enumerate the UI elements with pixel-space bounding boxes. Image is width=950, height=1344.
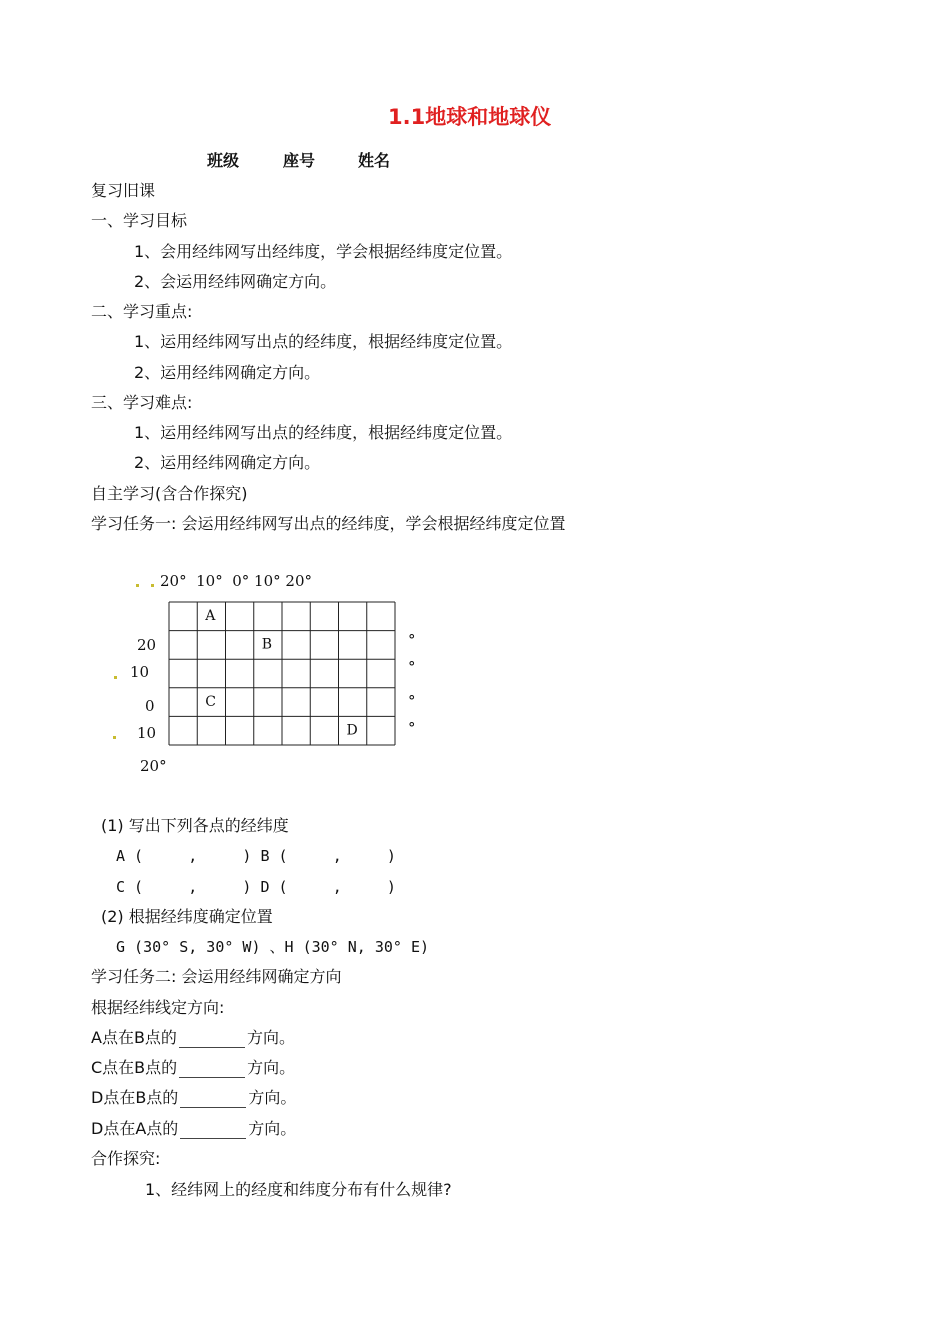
lat-long-grid — [168, 601, 396, 746]
direction-question-suffix: 方向。 — [248, 1088, 297, 1107]
question1-answer-line-ab: A ( , ) B ( , ) — [116, 847, 396, 865]
cooperative-inquiry-heading: 合作探究: — [91, 1149, 161, 1168]
direction-question — [91, 1119, 296, 1139]
name-field-label: 姓名 — [358, 151, 391, 170]
degree-mark: ° — [408, 658, 416, 676]
task2-heading: 学习任务二: 会运用经纬网确定方向 — [91, 967, 342, 986]
marker-dot — [151, 584, 154, 587]
latitude-label: 0 — [145, 697, 155, 715]
answer-blank[interactable] — [179, 1031, 245, 1048]
class-field-label: 班级 — [207, 151, 240, 170]
question1-heading: (1) 写出下列各点的经纬度 — [101, 816, 289, 835]
direction-question-suffix: 方向。 — [247, 1058, 296, 1077]
task1-heading: 学习任务一: 会运用经纬网写出点的经纬度，学会根据经纬度定位置 — [91, 514, 566, 533]
section-heading-objectives: 一、学习目标 — [91, 211, 188, 230]
latitude-label: 20° — [140, 757, 167, 775]
objective-item-2: 2、会运用经纬网确定方向。 — [134, 272, 337, 291]
question2-coordinates: G (30° S, 30° W) 、H (30° N, 30° E) — [116, 938, 430, 956]
answer-blank[interactable] — [180, 1091, 246, 1108]
answer-blank[interactable] — [180, 1122, 246, 1139]
longitude-labels: 20° 10° 0° 10° 20° — [160, 572, 312, 590]
answer-blank[interactable] — [179, 1061, 245, 1078]
grid-point-b: B — [261, 636, 273, 653]
question2-heading: (2) 根据经纬度确定位置 — [101, 907, 273, 926]
grid-point-c: C — [205, 693, 216, 710]
grid-point-a: A — [205, 608, 216, 624]
self-study-heading: 自主学习(含合作探究) — [91, 484, 248, 503]
latitude-label: 10 — [130, 663, 150, 681]
grid-point-d: D — [346, 722, 358, 739]
direction-intro: 根据经纬线定方向: — [91, 998, 225, 1017]
objective-item-1: 1、会用经纬网写出经纬度，学会根据经纬度定位置。 — [134, 242, 513, 261]
question1-answer-line-cd: C ( , ) D ( , ) — [116, 878, 396, 896]
review-heading: 复习旧课 — [91, 181, 156, 200]
key-point-item-2: 2、运用经纬网确定方向。 — [134, 363, 321, 382]
difficulty-item-1: 1、运用经纬网写出点的经纬度，根据经纬度定位置。 — [134, 423, 513, 442]
direction-question-prefix: D点在B点的 — [91, 1088, 179, 1107]
key-point-item-1: 1、运用经纬网写出点的经纬度，根据经纬度定位置。 — [134, 332, 513, 351]
seat-number-field-label: 座号 — [283, 151, 316, 170]
marker-dot — [136, 584, 139, 587]
direction-question-prefix: C点在B点的 — [91, 1058, 178, 1077]
degree-mark: ° — [408, 692, 416, 710]
direction-question-prefix: A点在B点的 — [91, 1028, 177, 1047]
degree-mark: ° — [408, 719, 416, 737]
section-heading-key-points: 二、学习重点: — [91, 302, 193, 321]
difficulty-item-2: 2、运用经纬网确定方向。 — [134, 453, 321, 472]
page-title: 1.1地球和地球仪 — [388, 105, 552, 129]
direction-question — [91, 1088, 296, 1108]
degree-mark: ° — [408, 631, 416, 649]
direction-question-prefix: D点在A点的 — [91, 1119, 179, 1138]
cooperative-inquiry-item-1: 1、经纬网上的经度和纬度分布有什么规律? — [145, 1180, 452, 1199]
direction-question-suffix: 方向。 — [246, 1028, 295, 1047]
marker-dot — [114, 676, 117, 679]
section-heading-difficulties: 三、学习难点: — [91, 393, 193, 412]
latitude-label: 10 — [137, 724, 157, 742]
latitude-label: 20 — [137, 636, 157, 654]
marker-dot — [113, 736, 116, 739]
direction-question — [91, 1028, 295, 1048]
direction-question — [91, 1058, 295, 1078]
direction-question-suffix: 方向。 — [248, 1119, 297, 1138]
